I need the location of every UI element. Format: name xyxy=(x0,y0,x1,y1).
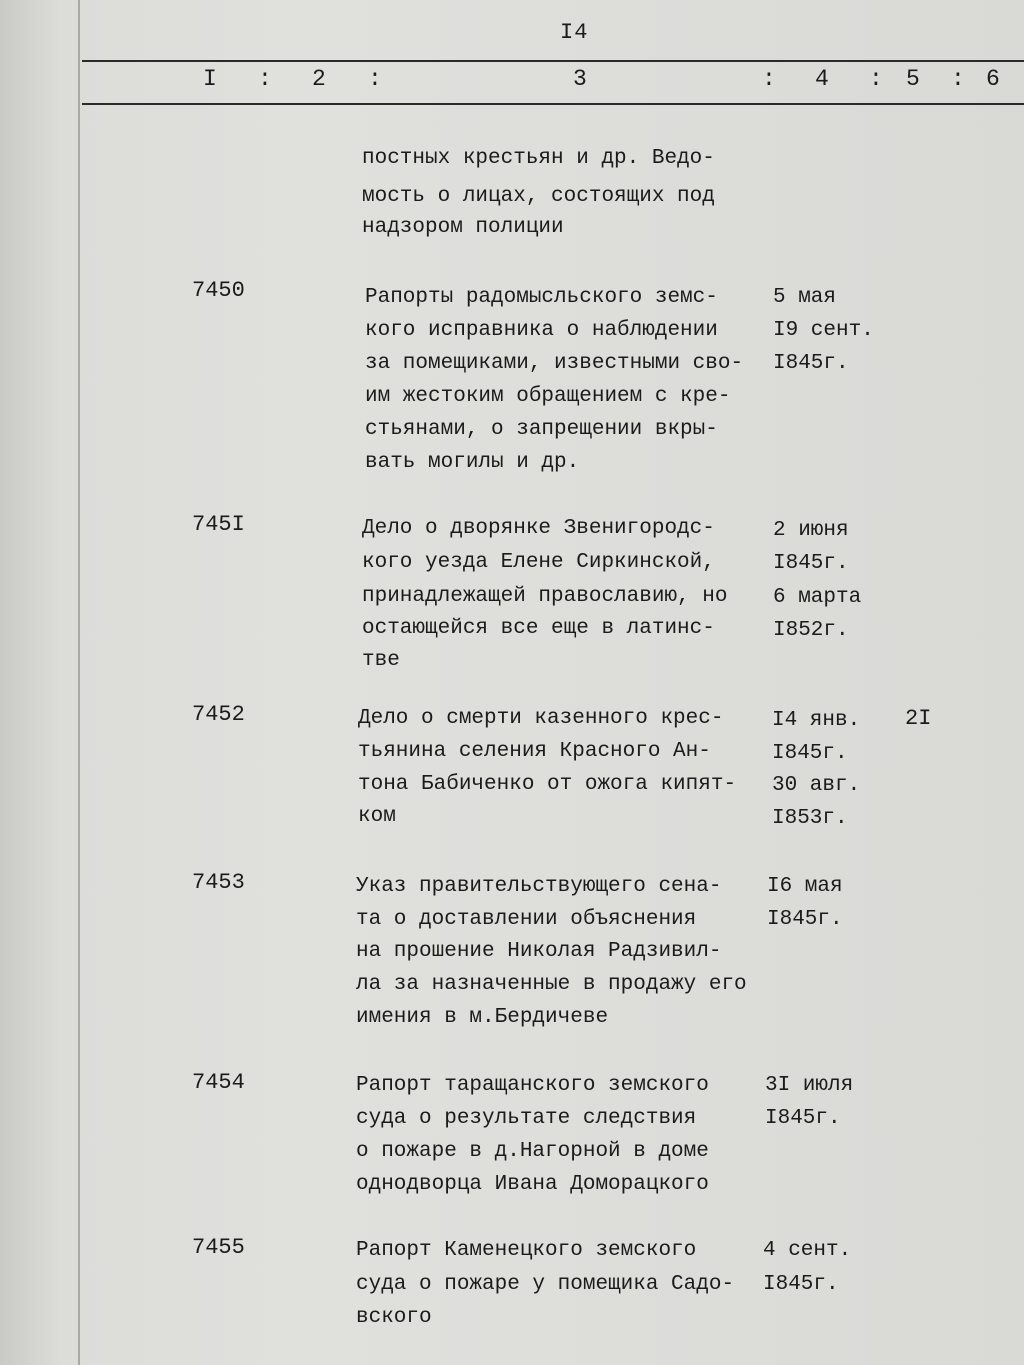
entry-description-line: за помещиками, известными сво- xyxy=(365,352,744,375)
column-header-3: 3 xyxy=(573,66,587,92)
entry-description-line: тве xyxy=(362,649,400,672)
entry-date: I852г. xyxy=(773,619,849,642)
entry-description-line: Рапорт Каменецкого земского xyxy=(356,1239,697,1262)
column-separator: : xyxy=(258,66,272,92)
entry-description-line: вского xyxy=(356,1306,432,1329)
entry-number: 745I xyxy=(192,512,245,537)
entry-number: 7455 xyxy=(192,1235,245,1260)
entry-description-line: на прошение Николая Радзивил- xyxy=(356,940,722,963)
entry-date: I6 мая xyxy=(767,875,843,898)
entry-description-line: стьянами, о запрещении вкры- xyxy=(365,418,718,441)
entry-description-line: вать могилы и др. xyxy=(365,451,580,474)
entry-description-line: ла за назначенные в продажу его xyxy=(356,973,747,996)
entry-description-line: им жестоким обращением с кре- xyxy=(365,385,731,408)
entry-description-line: Указ правительствующего сена- xyxy=(356,875,722,898)
entry-description-line: имения в м.Бердичеве xyxy=(356,1006,609,1029)
entry-number: 7452 xyxy=(192,702,245,727)
entry-number: 7454 xyxy=(192,1070,245,1095)
entry-description-line: ком xyxy=(358,805,396,828)
entry-description-line: суда о результате следствия xyxy=(356,1107,697,1130)
entry-description-line: Рапорты радомысльского земс- xyxy=(365,286,718,309)
header-rule-top xyxy=(82,60,1024,62)
entry-date: I845г. xyxy=(772,742,848,765)
continuation-line: мость о лицах, состоящих под xyxy=(362,185,715,208)
entry-date: I845г. xyxy=(763,1273,839,1296)
entry-description-line: Дело о дворянке Звенигородс- xyxy=(362,517,715,540)
entry-date: I9 сент. xyxy=(773,319,874,342)
page-number: I4 xyxy=(560,20,589,45)
entry-description-line: тона Бабиченко от ожога кипят- xyxy=(358,773,737,796)
entry-description-line: тьянина селения Красного Ан- xyxy=(358,740,711,763)
entry-description-line: остающейся все еще в латинс- xyxy=(362,617,715,640)
entry-description-line: однодворца Ивана Доморацкого xyxy=(356,1173,709,1196)
column-separator: : xyxy=(368,66,382,92)
continuation-line: постных крестьян и др. Ведо- xyxy=(362,147,715,170)
entry-date: I4 янв. xyxy=(772,709,861,732)
entry-description-line: Рапорт таращанского земского xyxy=(356,1074,709,1097)
entry-date: I845г. xyxy=(765,1107,841,1130)
column-header-2: 2 xyxy=(312,66,326,92)
entry-date: I845г. xyxy=(773,552,849,575)
entry-description-line: суда о пожаре у помещика Садо- xyxy=(356,1273,735,1296)
column-header-5: 5 xyxy=(906,66,920,92)
binding-edge xyxy=(78,0,80,1365)
entry-description-line: Дело о смерти казенного крес- xyxy=(358,707,724,730)
entry-description-line: о пожаре в д.Нагорной в доме xyxy=(356,1140,709,1163)
entry-date: 3I июля xyxy=(765,1074,854,1097)
entry-description-line: принадлежащей православию, но xyxy=(362,585,728,608)
entry-date: 2 июня xyxy=(773,519,849,542)
column-separator: : xyxy=(762,66,776,92)
entry-description-line: та о доставлении объяснения xyxy=(356,908,697,931)
entry-description-line: кого уезда Елене Сиркинской, xyxy=(362,551,715,574)
entry-sheet-count: 2I xyxy=(905,706,932,731)
column-separator: : xyxy=(951,66,965,92)
entry-date: I845г. xyxy=(773,352,849,375)
entry-date: 6 марта xyxy=(773,586,862,609)
entry-date: 5 мая xyxy=(773,286,837,309)
entry-number: 7453 xyxy=(192,870,245,895)
column-header-4: 4 xyxy=(815,66,829,92)
entry-date: I853г. xyxy=(772,807,848,830)
entry-date: 4 сент. xyxy=(763,1239,852,1262)
entry-description-line: кого исправника о наблюдении xyxy=(365,319,718,342)
entry-number: 7450 xyxy=(192,278,245,303)
entry-date: I845г. xyxy=(767,908,843,931)
column-header-1: I xyxy=(203,66,217,92)
column-separator: : xyxy=(869,66,883,92)
column-header-6: 6 xyxy=(986,66,1000,92)
continuation-line: надзором полиции xyxy=(362,216,564,239)
header-rule-bottom xyxy=(82,103,1024,105)
entry-date: 30 авг. xyxy=(772,774,861,797)
